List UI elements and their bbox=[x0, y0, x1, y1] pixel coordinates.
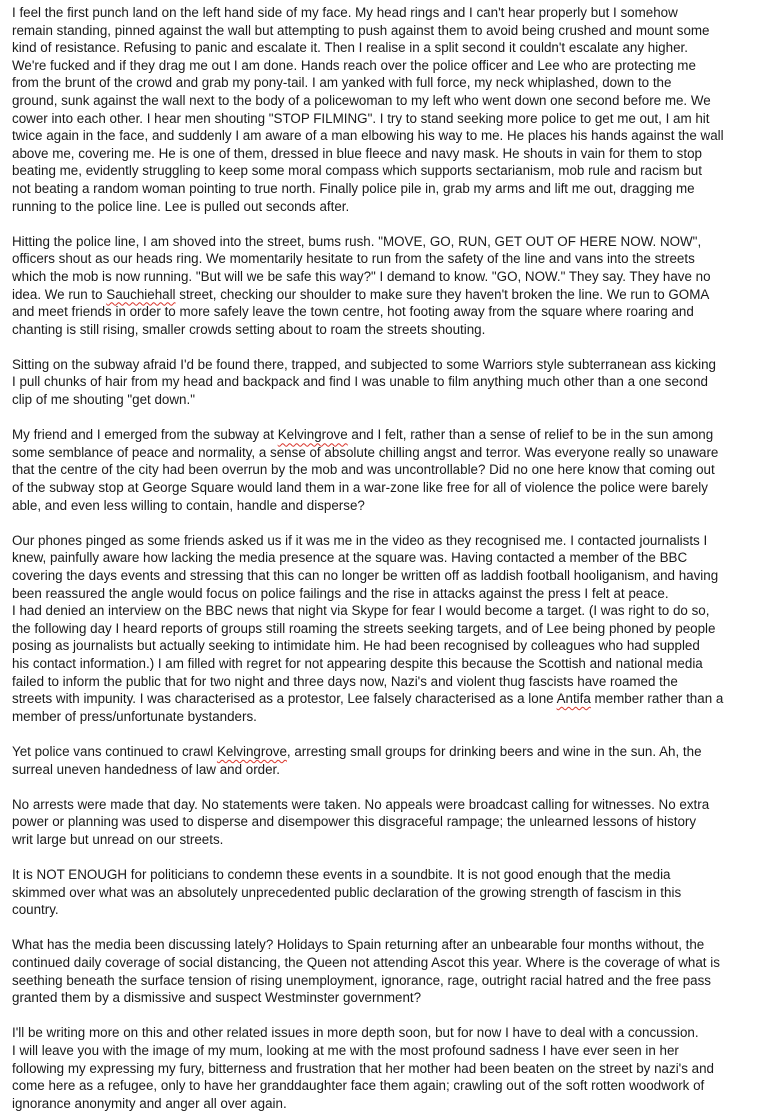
text-line bbox=[12, 233, 748, 251]
text-segment: posing as journalists but actually seeking to intimidate him. He had been recognised by colleagues who had suppled bbox=[12, 638, 700, 654]
text-segment: remain standing, pinned against the wall but attempting to push against them to avoid being crushed and mount some bbox=[12, 22, 710, 38]
text-segment: twice again in the face, and suddenly I am aware of a man elbowing his way to me. He places his hands against the wall bbox=[12, 128, 724, 144]
text-line bbox=[12, 655, 748, 673]
text-segment: street, checking our shoulder to make sure they haven't broken the line. We run to GOMA bbox=[175, 286, 710, 302]
text-segment: cower into each other. I hear men shouting "STOP FILMING". I try to stand seeking more police to get me out, I am hit bbox=[12, 110, 710, 126]
text-line bbox=[12, 250, 748, 268]
text-line bbox=[12, 585, 748, 603]
text-line bbox=[12, 268, 748, 286]
paragraph bbox=[12, 602, 748, 725]
text-line bbox=[12, 92, 748, 110]
text-segment: No arrests were made that day. No statements were taken. No appeals were broadcast calling for witnesses. No extra bbox=[12, 796, 710, 812]
text-segment: able, and even less willing to contain, handle and disperse? bbox=[12, 497, 365, 513]
text-line bbox=[12, 620, 748, 638]
text-line bbox=[12, 74, 748, 92]
text-segment: covering the days events and stressing that this can no longer be written off as laddish football hooliganism, and having bbox=[12, 568, 719, 583]
text-segment: We're fucked and if they drag me out I am done. Hands reach over the police officer and Lee who are protecting me bbox=[12, 57, 696, 73]
text-line bbox=[12, 127, 748, 145]
text-segment: been reassured the angle would focus on police failings and the rise in attacks against the press I felt at peace. bbox=[12, 585, 669, 601]
text-line bbox=[12, 743, 748, 761]
paragraph bbox=[12, 866, 748, 919]
text-segment: following my expressing my fury, bitterness and frustration that her mother had been beaten on the street by nazi's and bbox=[12, 1060, 714, 1076]
spellcheck-flagged-word: Sauchiehall bbox=[106, 286, 176, 302]
text-segment: his contact information.) I am filled with regret for not appearing despite this because the Scottish and national media bbox=[12, 655, 703, 671]
text-segment: kind of resistance. Refusing to panic and escalate it. Then I realise in a split second it couldn't escalate any higher. bbox=[12, 40, 688, 56]
text-line bbox=[12, 110, 748, 128]
text-segment: of the subway stop at George Square would land them in a war-zone like free for all of violence the police were barely bbox=[12, 480, 708, 496]
text-line bbox=[12, 1042, 748, 1060]
text-segment: surreal uneven handedness of law and order. bbox=[12, 761, 280, 777]
text-line bbox=[12, 972, 748, 990]
text-line bbox=[12, 444, 748, 462]
text-segment: and I felt, rather than a sense of relief to be in the sun among bbox=[347, 427, 714, 443]
text-segment: member rather than a bbox=[590, 691, 724, 707]
text-line bbox=[12, 761, 748, 779]
text-segment: Our phones pinged as some friends asked us if it was me in the video as they recognised me. I contacted journalists I bbox=[12, 532, 708, 548]
text-segment: knew, painfully aware how lacking the media presence at the square was. Having contacted a member of the BBC bbox=[12, 550, 688, 566]
paragraph bbox=[12, 796, 748, 849]
text-segment: failed to inform the public that for two night and three days now, Nazi's and violent thug fascists have roamed the bbox=[12, 673, 678, 689]
text-line bbox=[12, 461, 748, 479]
text-segment: I'll be writing more on this and other related issues in more depth soon, but for now I have to deal with a concussion. bbox=[12, 1025, 699, 1041]
text-line bbox=[12, 673, 748, 691]
text-line bbox=[12, 1024, 748, 1042]
text-segment: Yet police vans continued to crawl bbox=[12, 743, 217, 759]
text-line bbox=[12, 637, 748, 655]
text-line bbox=[12, 479, 748, 497]
text-line bbox=[12, 901, 748, 919]
text-line bbox=[12, 813, 748, 831]
spellcheck-flagged-word: Kelvingrove bbox=[216, 743, 287, 759]
text-segment: streets with impunity. I was characterised as a protestor, Lee falsely characterised as a lone bbox=[12, 691, 557, 707]
text-segment: not beating a random woman pointing to true north. Finally police pile in, grab my arms and lift me out, dragging me bbox=[12, 180, 695, 196]
text-segment: the following day I heard reports of groups still roaming the streets seeking targets, and of Lee being phoned by people bbox=[12, 620, 716, 636]
text-line bbox=[12, 39, 748, 57]
text-segment: I will leave you with the image of my mum, looking at me with the most profound sadness I have ever seen in her bbox=[12, 1043, 679, 1059]
text-segment: continued daily coverage of social distancing, the Queen not attending Ascot this year. Where is the coverage of what is bbox=[12, 955, 720, 971]
text-line bbox=[12, 321, 748, 339]
text-segment: running to the police line. Lee is pulled out seconds after. bbox=[12, 198, 350, 214]
text-segment: ignorance anonymity and anger all over again. bbox=[12, 1095, 287, 1111]
text-segment: skimmed over what was an absolutely unprecedented public declaration of the growing strength of fascism in this bbox=[12, 884, 682, 900]
text-segment: that the centre of the city had been overrun by the mob and was uncontrollable? Did no one here know that coming out bbox=[12, 462, 715, 478]
text-line bbox=[12, 497, 748, 515]
text-line bbox=[12, 426, 748, 444]
text-line bbox=[12, 391, 748, 409]
spellcheck-flagged-word: Kelvingrove bbox=[277, 427, 348, 443]
text-line bbox=[12, 796, 748, 814]
text-segment: , arresting small groups for drinking beers and wine in the sun. Ah, the bbox=[286, 743, 702, 759]
text-line bbox=[12, 708, 748, 726]
text-segment: idea. We run to bbox=[12, 286, 107, 302]
text-line bbox=[12, 602, 748, 620]
paragraph bbox=[12, 743, 748, 778]
text-segment: ground, sunk against the wall next to the body of a policewoman to my left who went down one second before me. We bbox=[12, 92, 711, 108]
text-line bbox=[12, 532, 748, 550]
text-segment: and meet friends in order to more safely leave the town centre, hot footing away from the square where roaring and bbox=[12, 304, 694, 320]
paragraph bbox=[12, 356, 748, 409]
text-segment: granted them by a dismissive and suspect Westminster government? bbox=[12, 990, 422, 1006]
text-line bbox=[12, 567, 748, 585]
text-segment: country. bbox=[12, 902, 59, 918]
text-segment: above me, covering me. He is one of them, dressed in blue fleece and navy mask. He shouts in vain for them to stop bbox=[12, 145, 702, 161]
text-line bbox=[12, 831, 748, 849]
text-line bbox=[12, 936, 748, 954]
paragraph bbox=[12, 233, 748, 339]
text-segment: It is NOT ENOUGH for politicians to condemn these events in a soundbite. It is not good enough that the media bbox=[12, 867, 671, 883]
text-segment: which the mob is now running. "But will we be safe this way?" I demand to know. "GO, NOW." They say. They have no bbox=[12, 268, 711, 284]
text-line bbox=[12, 954, 748, 972]
paragraph bbox=[12, 936, 748, 1006]
text-line bbox=[12, 180, 748, 198]
paragraph bbox=[12, 1024, 748, 1112]
paragraph bbox=[12, 4, 748, 215]
text-line bbox=[12, 286, 748, 304]
text-line bbox=[12, 303, 748, 321]
text-segment: writ large but unread on our streets. bbox=[12, 831, 224, 847]
text-segment: beating me, evidently struggling to keep some moral compass which supports sectarianism, mob rule and racism but bbox=[12, 163, 702, 179]
text-segment: member of press/unfortunate bystanders. bbox=[12, 708, 257, 724]
text-segment: I pull chunks of hair from my head and backpack and find I was unable to film anything much other than a one second bbox=[12, 374, 708, 390]
text-line bbox=[12, 989, 748, 1007]
text-line bbox=[12, 549, 748, 567]
text-line bbox=[12, 373, 748, 391]
text-segment: chanting is still rising, smaller crowds setting about to roam the streets shouting. bbox=[12, 321, 486, 337]
text-line bbox=[12, 1095, 748, 1112]
text-segment: Hitting the police line, I am shoved into the street, bums rush. "MOVE, GO, RUN, GET OUT OF HERE NOW. NOW", bbox=[12, 233, 702, 249]
text-segment: some semblance of peace and normality, a sense of absolute chilling angst and terror. Was everyone really so unaware bbox=[12, 444, 719, 460]
text-line bbox=[12, 866, 748, 884]
paragraph bbox=[12, 532, 748, 602]
paragraph bbox=[12, 426, 748, 514]
text-segment: My friend and I emerged from the subway at bbox=[12, 427, 278, 443]
text-line bbox=[12, 1060, 748, 1078]
text-segment: officers shout as our heads ring. We momentarily hesitate to run from the safety of the line and vans into the streets bbox=[12, 251, 695, 267]
text-segment: seething beneath the surface tension of rising unemployment, ignorance, rage, outright racial hatred and the free pass bbox=[12, 972, 711, 988]
text-line bbox=[12, 690, 748, 708]
text-line bbox=[12, 57, 748, 75]
text-segment: come here as a refugee, only to have her granddaughter face them again; crawling out of the soft rotten woodwork of bbox=[12, 1078, 705, 1094]
text-line bbox=[12, 145, 748, 163]
text-line bbox=[12, 162, 748, 180]
text-line bbox=[12, 22, 748, 40]
text-line bbox=[12, 884, 748, 902]
spellcheck-flagged-word: Antifa bbox=[556, 691, 591, 707]
text-line bbox=[12, 1077, 748, 1095]
text-line bbox=[12, 4, 748, 22]
text-line bbox=[12, 356, 748, 374]
text-segment: from the brunt of the crowd and grab my pony-tail. I am yanked with full force, my neck whiplashed, down to the bbox=[12, 75, 672, 91]
text-segment: What has the media been discussing lately? Holidays to Spain returning after an unbearable four months without, the bbox=[12, 937, 705, 953]
text-segment: clip of me shouting "get down." bbox=[12, 392, 195, 408]
text-segment: Sitting on the subway afraid I'd be found there, trapped, and subjected to some Warriors style subterranean ass kicking bbox=[12, 356, 716, 372]
text-segment: power or planning was used to disperse and disempower this disgraceful rampage; the unlearned lessons of history bbox=[12, 814, 697, 830]
text-segment: I had denied an interview on the BBC news that night via Skype for fear I would become a target. (I was right to do so, bbox=[12, 603, 710, 619]
text-line bbox=[12, 198, 748, 216]
text-segment: I feel the first punch land on the left hand side of my face. My head rings and I can't hear properly but I somehow bbox=[12, 5, 678, 20]
